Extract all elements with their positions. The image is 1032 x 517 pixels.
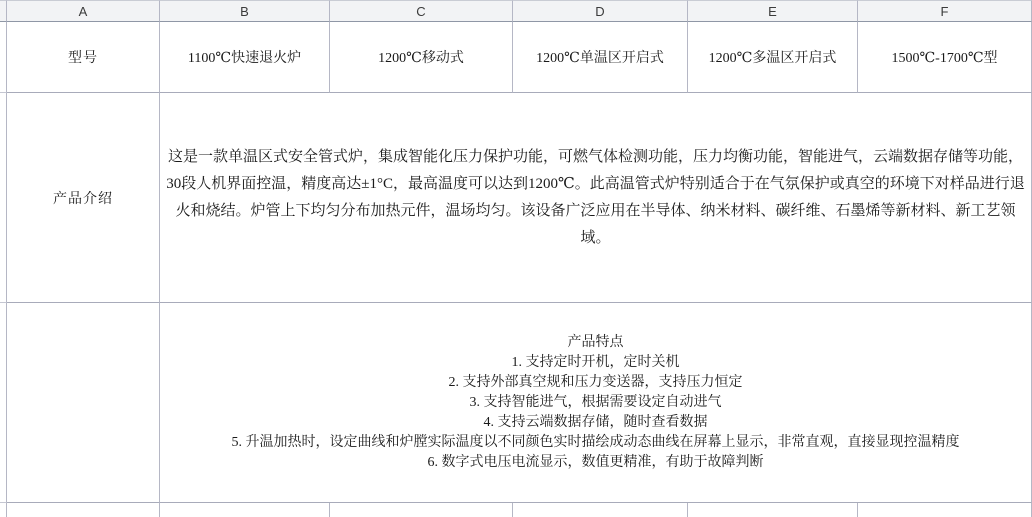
row-header-strip [0,93,7,303]
cell-empty-e[interactable] [688,503,858,517]
cell-intro-text[interactable]: 这是一款单温区式安全管式炉，集成智能化压力保护功能，可燃气体检测功能，压力均衡功能，智能进气，云端数据存储等功能，30段人机界面控温，精度高达±1°C，最高温度可以达到1200℃。此高温管式炉特别适合于在气氛保护或真空的环境下对样品进行退火和烧结。炉管上下均匀分布加热元件，温场均匀。该设备广泛应用在半导体、纳米材料、碳纤维、石墨烯等新材料、新工艺领域。 [160,93,1032,303]
row-header-strip [0,303,7,503]
feature-line: 2. 支持外部真空规和压力变送器，支持压力恒定 [448,374,743,390]
feature-line: 5. 升温加热时，设定曲线和炉膛实际温度以不同颜色实时描绘成动态曲线在屏幕上显示，非常直观，直接显现控温精度 [231,434,960,450]
column-header-c[interactable]: C [330,0,513,22]
feature-line: 1. 支持定时开机，定时关机 [511,354,680,370]
cell-model-d[interactable]: 1200℃单温区开启式 [513,22,688,93]
cell-features[interactable] [160,303,1032,503]
cell-model-b[interactable]: 1100℃快速退火炉 [160,22,330,93]
cell-empty-f[interactable] [858,503,1032,517]
row-header-strip [0,22,7,93]
cell-model-f[interactable]: 1500℃-1700℃型 [858,22,1032,93]
cell-model-c[interactable]: 1200℃移动式 [330,22,513,93]
cell-features-label-empty[interactable] [7,303,160,503]
cell-empty-a[interactable] [7,503,160,517]
cell-model-e[interactable]: 1200℃多温区开启式 [688,22,858,93]
row-header-strip [0,0,7,22]
column-header-a[interactable]: A [7,0,160,22]
feature-line: 6. 数字式电压电流显示，数值更精准，有助于故障判断 [427,454,764,470]
feature-line: 3. 支持智能进气，根据需要设定自动进气 [469,394,722,410]
column-header-e[interactable]: E [688,0,858,22]
cell-intro-label[interactable]: 产品介绍 [7,93,160,303]
column-header-b[interactable]: B [160,0,330,22]
cell-model-label[interactable]: 型号 [7,22,160,93]
features-title: 产品特点 [567,334,624,350]
feature-line: 4. 支持云端数据存储，随时查看数据 [483,414,708,430]
cell-empty-d[interactable] [513,503,688,517]
column-header-d[interactable]: D [513,0,688,22]
cell-empty-c[interactable] [330,503,513,517]
column-header-f[interactable]: F [858,0,1032,22]
row-header-strip [0,503,7,517]
cell-empty-b[interactable] [160,503,330,517]
